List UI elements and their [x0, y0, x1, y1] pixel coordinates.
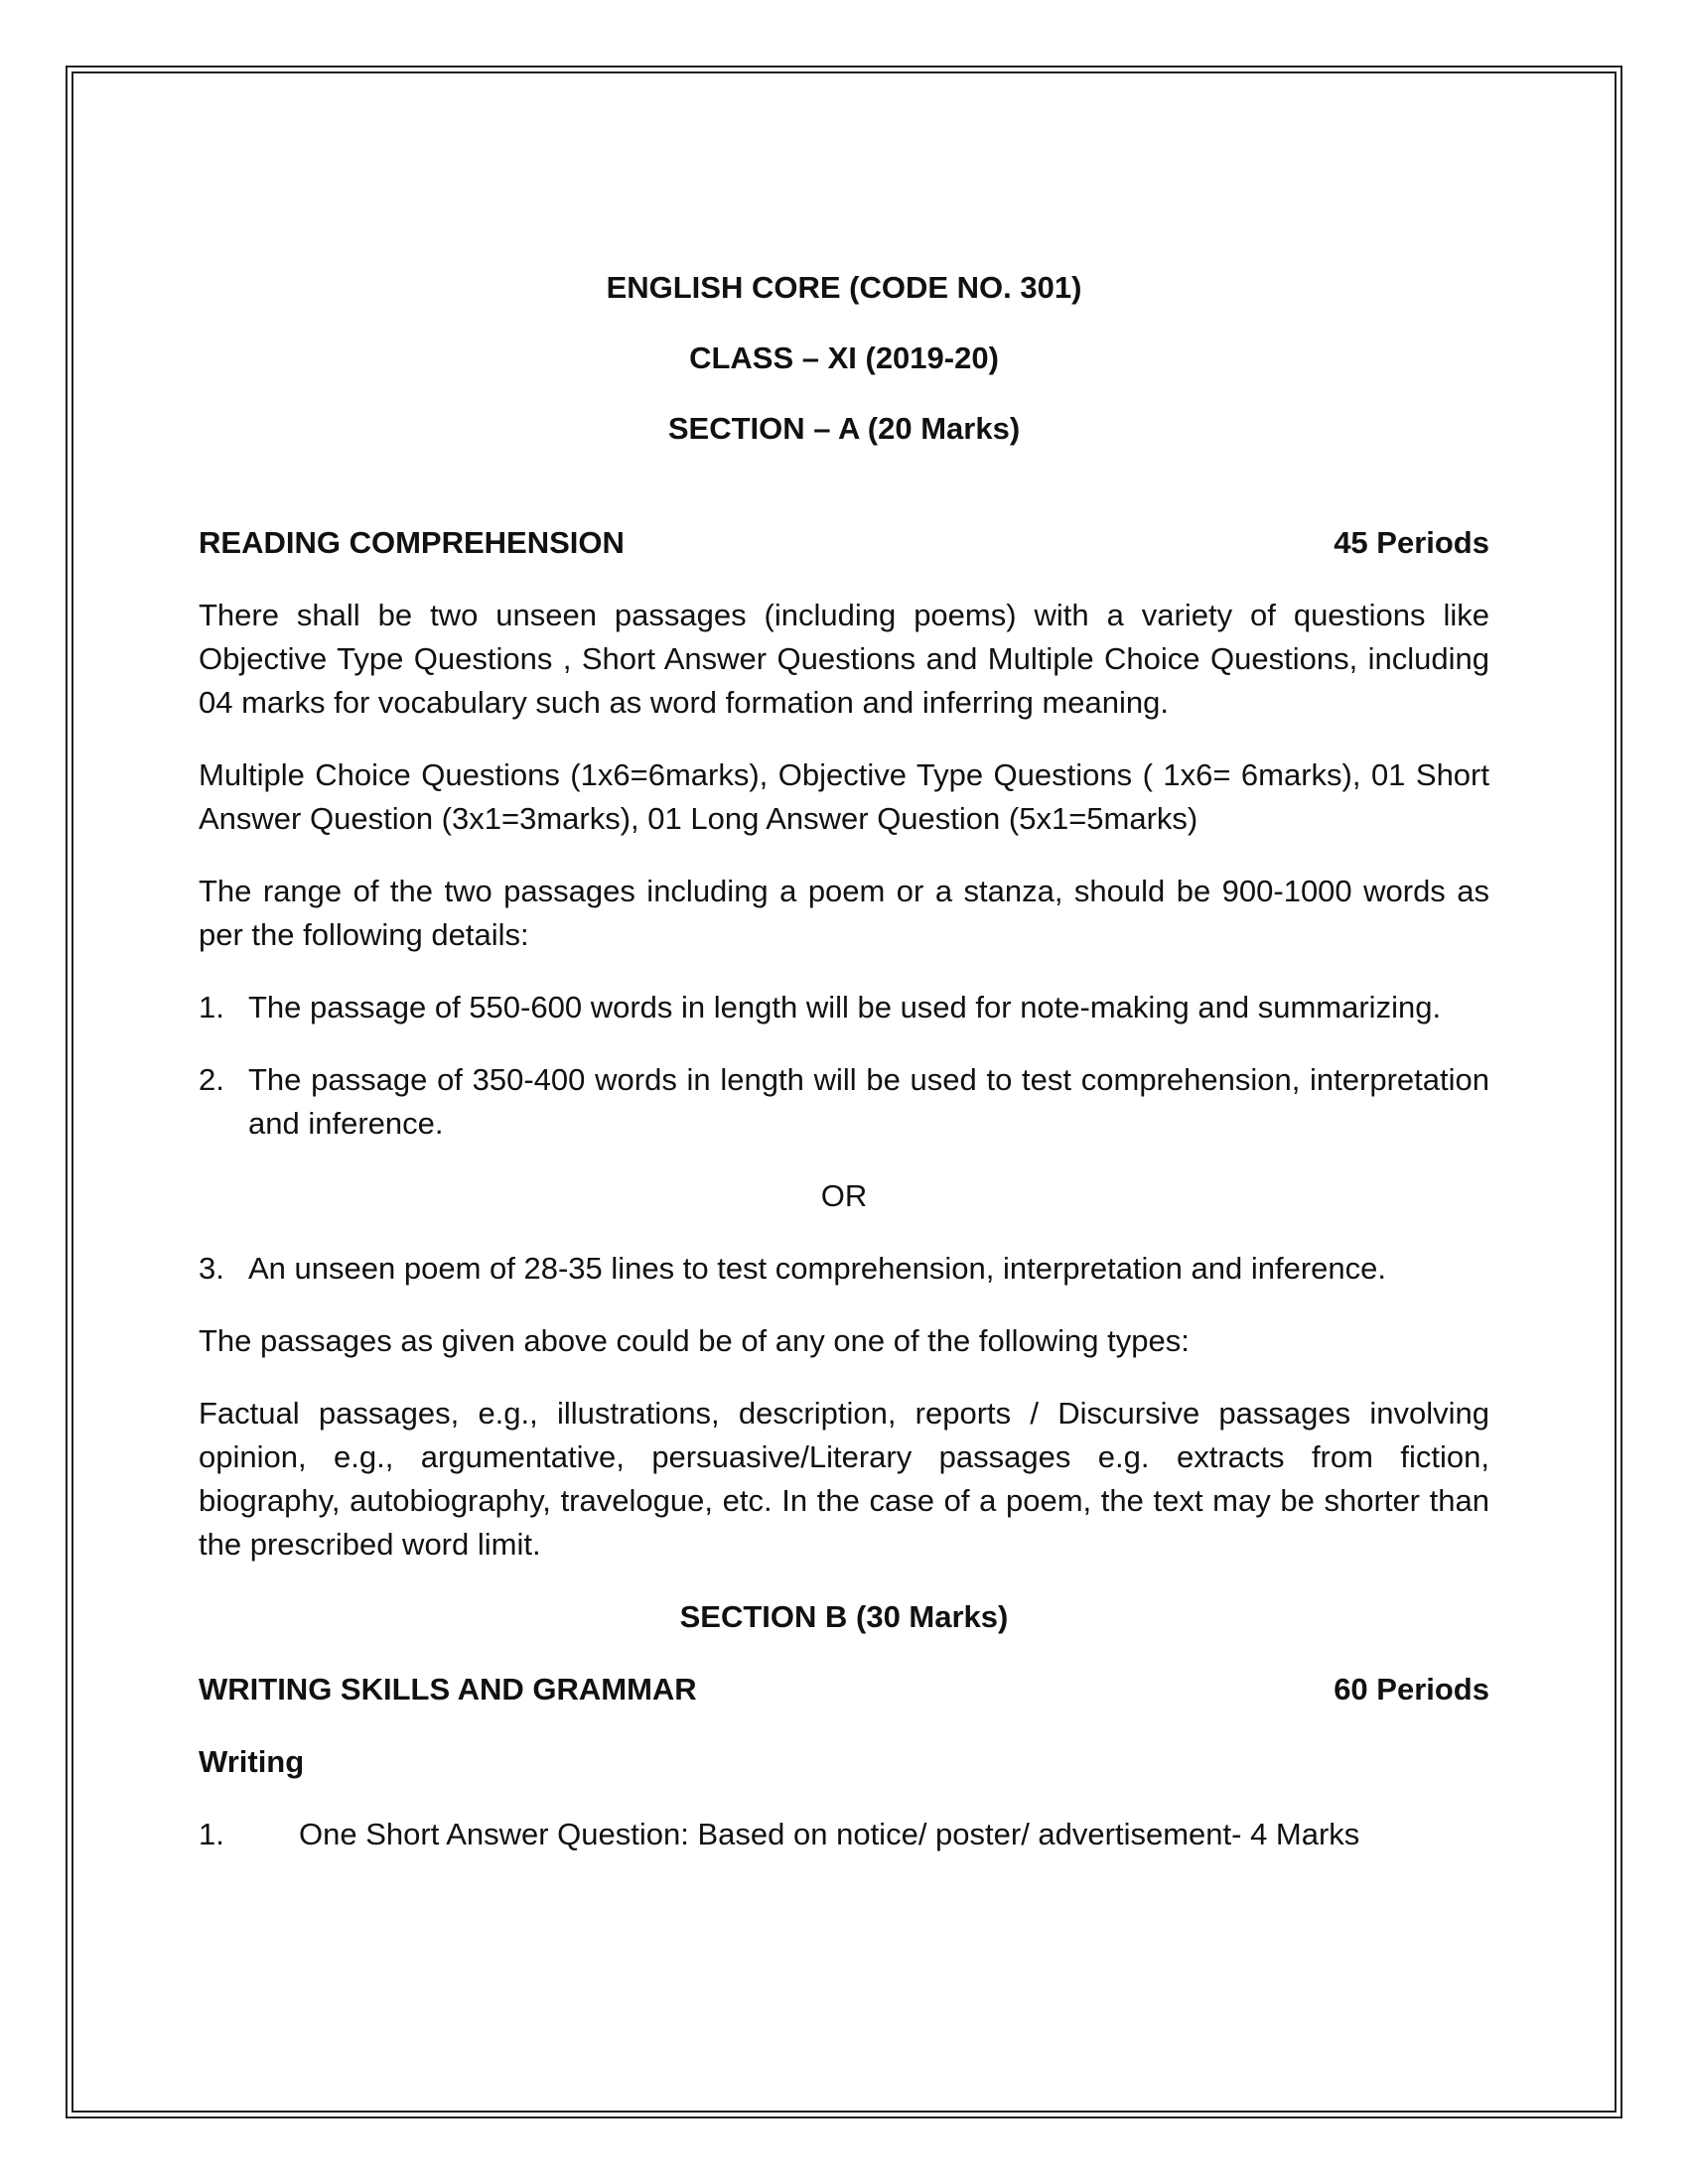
list-item-number: 1. — [199, 1817, 224, 1851]
list-item — [199, 986, 1489, 1029]
section-b-title: SECTION B (30 Marks) — [679, 1599, 1009, 1634]
or-separator: OR — [820, 1178, 868, 1213]
list-item — [199, 1058, 1489, 1146]
list-item-text: The passage of 550-600 words in length will be used for note-making and summarizing. — [248, 990, 1442, 1024]
reading-paragraph-2: Multiple Choice Questions (1x6=6marks), Objective Type Questions ( 1x6= 6marks), 01 Short Answer Question (3x1=3marks), 01 Long Answer Question (5x1=5marks) — [199, 757, 1489, 836]
list-item-number: 1. — [199, 990, 224, 1024]
reading-paragraph-1: There shall be two unseen passages (including poems) with a variety of questions like Objective Type Questions , Short Answer Questions and Multiple Choice Questions, including 04 marks for vocabulary such as word formation and inferring meaning. — [199, 598, 1489, 720]
reading-paragraph-4: The passages as given above could be of any one of the following types: — [199, 1323, 1190, 1358]
writing-heading-row — [199, 1668, 1489, 1711]
list-item — [199, 1813, 1489, 1856]
document-title: ENGLISH CORE (CODE NO. 301) — [606, 270, 1082, 305]
writing-periods: 60 Periods — [1334, 1672, 1489, 1706]
reading-paragraph-3: The range of the two passages including a poem or a stanza, should be 900-1000 words as per the following details: — [199, 874, 1489, 952]
reading-heading-row — [199, 521, 1489, 565]
reading-heading: READING COMPREHENSION — [199, 525, 625, 560]
list-item — [199, 1247, 1489, 1291]
list-item-text: An unseen poem of 28-35 lines to test comprehension, interpretation and inference. — [248, 1251, 1387, 1286]
class-line: CLASS – XI (2019-20) — [689, 341, 999, 375]
reading-paragraph-5: Factual passages, e.g., illustrations, description, reports / Discursive passages involving opinion, e.g., argumentative, persuasive/Literary passages e.g. extracts from fiction, biography, autobiography, travelogue, etc. In the case of a poem, the text may be shorter than the prescribed word limit. — [199, 1396, 1489, 1562]
writing-heading: WRITING SKILLS AND GRAMMAR — [199, 1672, 697, 1706]
document-body — [199, 266, 1489, 1856]
section-a-title: SECTION – A (20 Marks) — [667, 411, 1021, 446]
reading-periods: 45 Periods — [1334, 525, 1489, 560]
list-item-number: 3. — [199, 1251, 224, 1286]
writing-subheading: Writing — [199, 1744, 305, 1779]
list-item-text: One Short Answer Question: Based on notice/ poster/ advertisement- 4 Marks — [299, 1817, 1360, 1851]
list-item-text: The passage of 350-400 words in length will be used to test comprehension, interpretation and inference. — [248, 1062, 1489, 1141]
list-item-number: 2. — [199, 1062, 224, 1097]
